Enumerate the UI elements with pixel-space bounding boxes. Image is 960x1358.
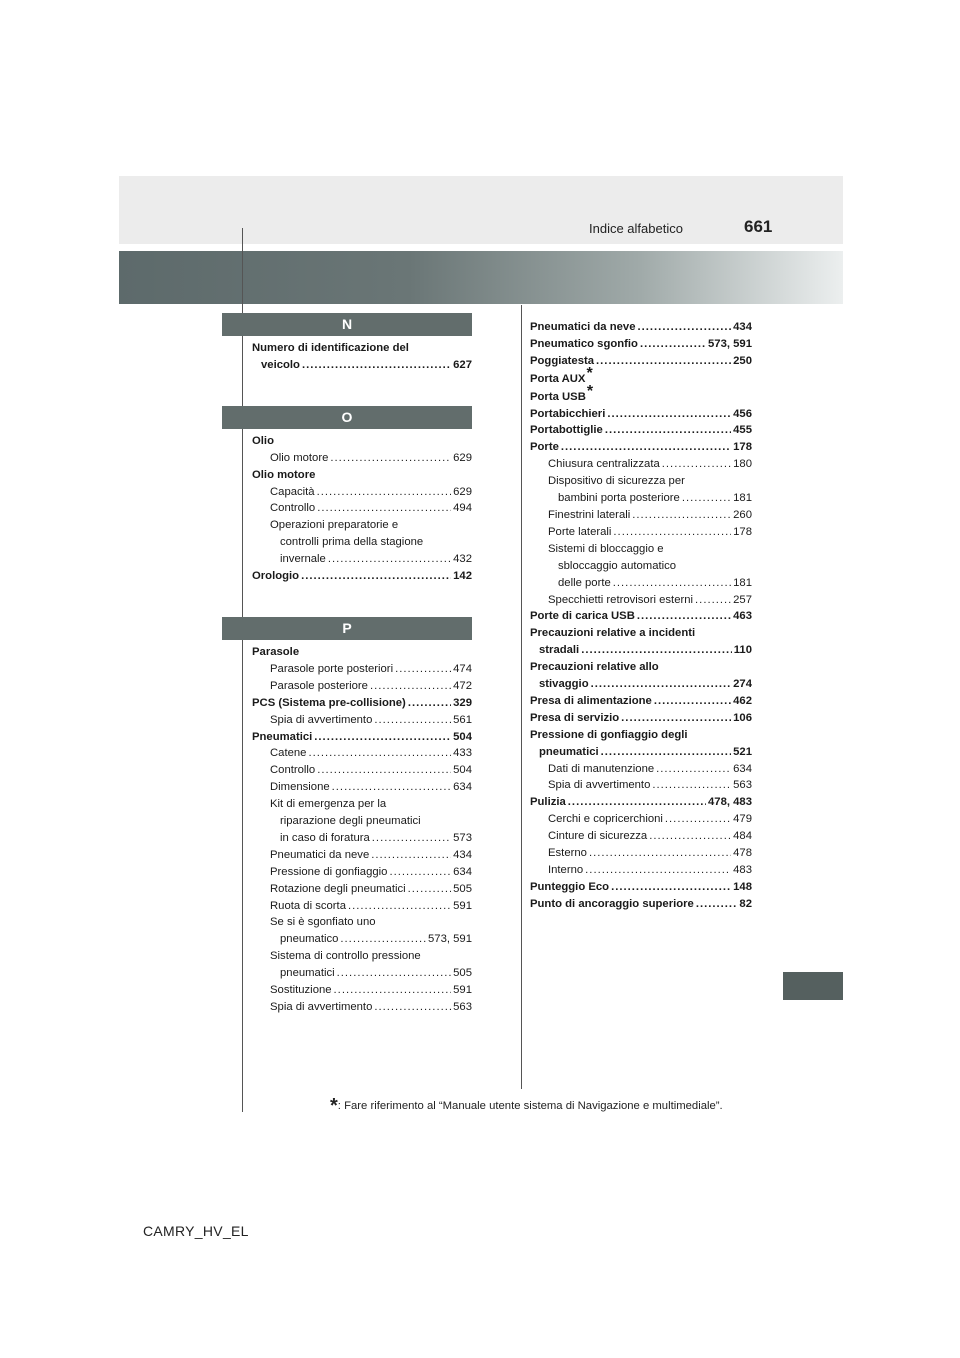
page-number: 661 [744,217,773,236]
index-subentry-cont: riparazione degli pneumatici [280,815,421,828]
footnote-mark: * [586,364,593,382]
index-column-left [252,313,472,1016]
index-subentry: Cinture di sicurezza ..... 484 [530,828,752,845]
index-subentry: Dimensione ..... 634 [252,779,472,796]
footnote [330,1092,723,1115]
index-entry: Porte di carica USB ..... 463 [530,608,752,625]
index-subentry: Porte laterali ..... 178 [530,524,752,541]
index-subentry: Pneumatici da neve ..... 434 [252,847,472,864]
index-entry: Pulizia ..... 478, 483 [530,794,752,811]
index-subentry-cont: bambini porta posteriore ..... 181 [530,490,752,507]
index-entry: PCS (Sistema pre-collisione) ..... 329 [252,695,472,712]
index-entry: Portabicchieri ..... 456 [530,406,752,423]
index-entry: Poggiatesta ..... 250 [530,353,752,370]
index-subentry: Esterno ..... 478 [530,845,752,862]
footnote-mark: * [330,1095,338,1117]
index-entry-cont: veicolo ..... 627 [252,357,472,374]
index-entry: Pneumatico sgonfio ..... 573, 591 [530,336,752,353]
index-subentry: Specchietti retrovisori esterni ..... 257 [530,592,752,609]
index-entry: Orologio ..... 142 [252,568,472,585]
section-tab-marker [783,972,843,1000]
index-subentry: Controllo ..... 504 [252,762,472,779]
index-entry: Porta USB* [530,382,594,403]
index-entry: Porte ..... 178 [530,439,752,456]
index-subentry: Olio motore ..... 629 [252,450,472,467]
index-entry-cont: stradali ..... 110 [530,642,752,659]
section-letter-n: N [222,313,472,336]
footnote-mark: * [586,382,594,400]
index-entry: Pressione di gonfiaggio degli [530,728,688,741]
index-entry: Presa di alimentazione ..... 462 [530,693,752,710]
index-entry: Punto di ancoraggio superiore ..... 82 [530,896,752,913]
index-subentry: Se si è sgonfiato uno [270,916,376,929]
index-subentry: Kit di emergenza per la [270,798,387,811]
index-entry-cont: pneumatici ..... 521 [530,744,752,761]
index-subentry-cont: delle porte ..... 181 [530,575,752,592]
index-subentry: Interno ..... 483 [530,862,752,879]
index-subentry: Dispositivo di sicurezza per [548,475,685,488]
index-subentry: Ruota di scorta ..... 591 [252,898,472,915]
index-entry: Punteggio Eco ..... 148 [530,879,752,896]
index-entry: Olio [252,434,274,447]
section-p-entries [252,640,472,1016]
index-entry: Olio motore [252,468,316,481]
index-subentry: Parasole porte posteriori ..... 474 [252,661,472,678]
model-code: CAMRY_HV_EL [143,1223,249,1239]
index-entry: Parasole [252,645,300,658]
index-entry: Presa di servizio ..... 106 [530,710,752,727]
section-o-entries [252,429,472,585]
index-subentry: Rotazione degli pneumatici ..... 505 [252,881,472,898]
index-subentry-cont: controlli prima della stagione [280,536,424,549]
header-band [119,251,843,304]
index-subentry: Chiusura centralizzata ..... 180 [530,456,752,473]
index-subentry: Sistema di controllo pressione [270,950,421,963]
index-entry: Numero di identificazione del [252,342,409,354]
index-subentry: Cerchi e copricerchioni ..... 479 [530,811,752,828]
header-title: Indice alfabetico [589,221,683,236]
index-subentry: Catene ..... 433 [252,745,472,762]
footnote-text: : Fare riferimento al “Manuale utente sistema di Navigazione e multimediale”. [337,1100,723,1112]
section-letter-p: P [222,617,472,640]
index-subentry-cont: invernale ..... 432 [252,551,472,568]
index-subentry: Sistemi di bloccaggio e [548,542,664,555]
index-entry-cont: stivaggio ..... 274 [530,676,752,693]
section-letter-o: O [222,406,472,429]
index-entry: Pneumatici ..... 504 [252,729,472,746]
index-subentry: Operazioni preparatorie e [270,519,399,532]
index-entry: Porta AUX* [530,364,593,385]
index-entry: Portabottiglie ..... 455 [530,422,752,439]
index-subentry: Parasole posteriore ..... 472 [252,678,472,695]
index-subentry: Capacità ..... 629 [252,484,472,501]
index-subentry: Pressione di gonfiaggio ..... 634 [252,864,472,881]
header-bar [119,176,843,244]
index-subentry-cont: pneumatici ..... 505 [252,965,472,982]
index-entry: Precauzioni relative a incidenti [530,627,696,640]
index-subentry-cont: pneumatico ..... 573, 591 [252,931,472,948]
column-divider [521,305,522,1089]
index-entry: Precauzioni relative allo [530,661,659,674]
index-subentry: Spia di avvertimento ..... 563 [252,999,472,1016]
left-rule [242,228,243,1112]
index-subentry-cont: sbloccaggio automatico [558,559,677,572]
index-entry: Pneumatici da neve ..... 434 [530,319,752,336]
index-subentry: Spia di avvertimento ..... 561 [252,712,472,729]
index-subentry: Sostituzione ..... 591 [252,982,472,999]
index-subentry: Finestrini laterali ..... 260 [530,507,752,524]
index-subentry: Controllo ..... 494 [252,500,472,517]
section-n-entries [252,336,472,374]
index-subentry: Dati di manutenzione ..... 634 [530,761,752,778]
index-column-right [530,319,752,913]
index-subentry-cont: in caso di foratura ..... 573 [252,830,472,847]
index-subentry: Spia di avvertimento ..... 563 [530,777,752,794]
